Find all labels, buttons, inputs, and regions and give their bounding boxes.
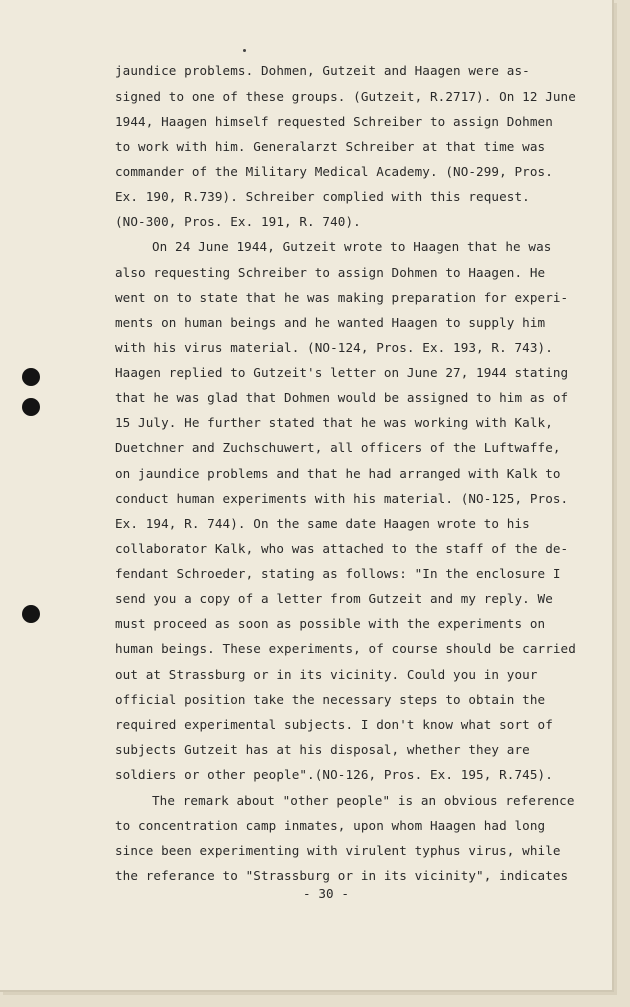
text-line: to work with him. Generalarzt Schreiber at that time was: [115, 139, 546, 154]
text-line: jaundice problems. Dohmen, Gutzeit and Haagen were as-: [115, 63, 530, 78]
ink-speck: [243, 49, 246, 52]
text-line: must proceed as soon as possible with the experiments on: [115, 616, 546, 631]
text-line: to concentration camp inmates, upon whom Haagen had long: [115, 818, 546, 833]
text-line: official position take the necessary steps to obtain the: [115, 692, 546, 707]
text-line: subjects Gutzeit has at his disposal, whether they are: [115, 742, 530, 757]
punch-hole: [22, 398, 40, 416]
text-line: ments on human beings and he wanted Haagen to supply him: [115, 315, 546, 330]
text-line: (NO-300, Pros. Ex. 191, R. 740).: [115, 214, 361, 229]
text-line: conduct human experiments with his material. (NO-125, Pros.: [115, 491, 569, 506]
text-line: On 24 June 1944, Gutzeit wrote to Haagen that he was: [152, 239, 552, 254]
text-line: Ex. 190, R.739). Schreiber complied with this request.: [115, 189, 530, 204]
text-line: that he was glad that Dohmen would be assigned to him as of: [115, 390, 569, 405]
page-number: - 30 -: [303, 886, 350, 901]
text-line: since been experimenting with virulent typhus virus, while: [115, 843, 561, 858]
text-line: commander of the Military Medical Academy. (NO-299, Pros.: [115, 164, 553, 179]
text-line: the referance to "Strassburg or in its vicinity", indicates: [115, 868, 569, 883]
text-line: required experimental subjects. I don't know what sort of: [115, 717, 553, 732]
text-line: Haagen replied to Gutzeit's letter on June 27, 1944 stating: [115, 365, 569, 380]
text-line: went on to state that he was making preparation for experi-: [115, 290, 569, 305]
text-line: on jaundice problems and that he had arranged with Kalk to: [115, 466, 561, 481]
text-line: soldiers or other people".(NO-126, Pros. Ex. 195, R.745).: [115, 767, 553, 782]
text-line: fendant Schroeder, stating as follows: "In the enclosure I: [115, 566, 561, 581]
text-line: The remark about "other people" is an obvious reference: [152, 793, 575, 808]
text-line: collaborator Kalk, who was attached to the staff of the de-: [115, 541, 569, 556]
text-line: out at Strassburg or in its vicinity. Could you in your: [115, 667, 538, 682]
text-line: Ex. 194, R. 744). On the same date Haagen wrote to his: [115, 516, 530, 531]
text-line: human beings. These experiments, of course should be carried: [115, 641, 576, 656]
text-line: 15 July. He further stated that he was working with Kalk,: [115, 415, 553, 430]
text-line: also requesting Schreiber to assign Dohmen to Haagen. He: [115, 265, 546, 280]
text-line: Duetchner and Zuchschuwert, all officers of the Luftwaffe,: [115, 440, 561, 455]
punch-hole: [22, 368, 40, 386]
text-line: 1944, Haagen himself requested Schreiber to assign Dohmen: [115, 114, 553, 129]
punch-hole: [22, 605, 40, 623]
text-line: with his virus material. (NO-124, Pros. Ex. 193, R. 743).: [115, 340, 553, 355]
text-line: signed to one of these groups. (Gutzeit, R.2717). On 12 June: [115, 89, 576, 104]
text-line: send you a copy of a letter from Gutzeit and my reply. We: [115, 591, 553, 606]
